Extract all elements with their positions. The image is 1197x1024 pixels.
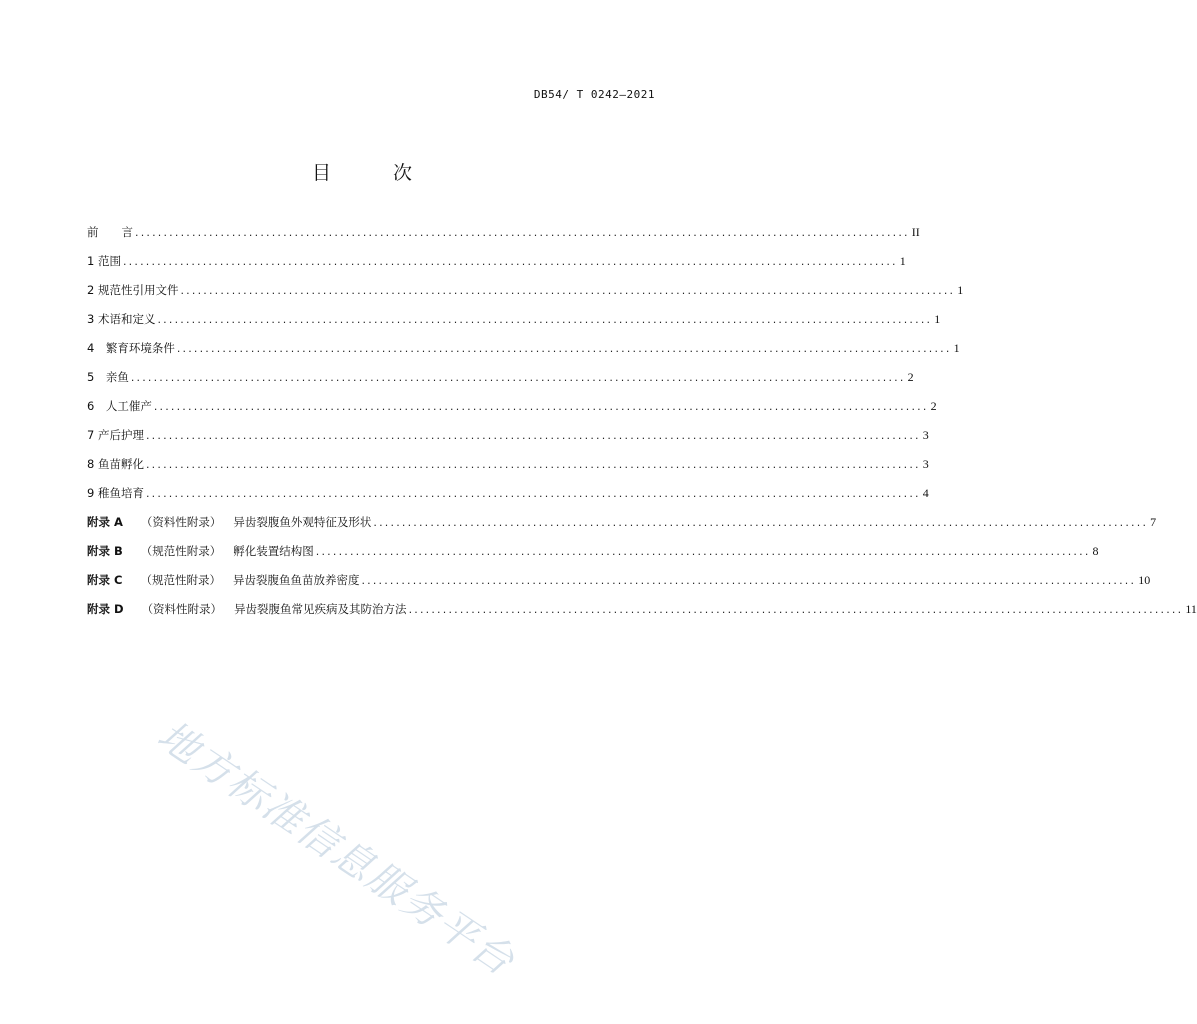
- toc-entry-label: 2 规范性引用文件: [87, 283, 179, 297]
- appendix-type: （规范性附录）: [140, 544, 222, 558]
- appendix-title: 异齿裂腹鱼外观特征及形状: [233, 515, 372, 529]
- leader-dots: ........................................................................................................................................: [135, 226, 910, 239]
- toc-page-number: 3: [922, 428, 929, 442]
- toc-entry-appendix-c[interactable]: [87, 572, 1151, 601]
- toc-entry-fry-hatching[interactable]: [87, 456, 929, 485]
- appendix-title: 异齿裂腹鱼常见疾病及其防治方法: [234, 602, 407, 616]
- toc-page-number: 1: [953, 341, 960, 355]
- leader-dots: ........................................................................................................................................: [122, 255, 898, 268]
- toc-entry-breeding-environment[interactable]: [87, 340, 960, 369]
- toc-page-number: 1: [934, 312, 941, 326]
- toc-entry-label: [87, 601, 407, 617]
- leader-dots: ........................................................................................................................................: [153, 400, 929, 413]
- leader-dots: ........................................................................................................................................: [408, 603, 1184, 616]
- leader-dots: ........................................................................................................................................: [180, 284, 956, 297]
- toc-entry-induced-spawning[interactable]: [87, 398, 937, 427]
- appendix-id: 附录 A: [87, 515, 123, 529]
- toc-page-number: 11: [1185, 602, 1197, 616]
- leader-dots: ........................................................................................................................................: [145, 487, 921, 500]
- toc-entry-appendix-b[interactable]: [87, 543, 1099, 572]
- toc-entry-postpartum-care[interactable]: [87, 427, 929, 456]
- toc-entry-label: 4 繁育环境条件: [87, 341, 175, 355]
- leader-dots: ........................................................................................................................................: [145, 429, 921, 442]
- leader-dots: ........................................................................................................................................: [361, 574, 1137, 587]
- toc-entry-label: [87, 514, 371, 530]
- toc-title: 目 次: [311, 162, 441, 184]
- appendix-type: （资料性附录）: [140, 515, 222, 529]
- appendix-id: 附录 B: [87, 544, 123, 558]
- toc-entry-juvenile-rearing[interactable]: [87, 485, 929, 514]
- appendix-type: （资料性附录）: [141, 602, 223, 616]
- standard-number: DB54/ T 0242—2021: [533, 88, 655, 101]
- toc-page-number: 1: [899, 254, 906, 268]
- leader-dots: ........................................................................................................................................: [373, 516, 1149, 529]
- toc-entry-label: 7 产后护理: [87, 428, 144, 442]
- appendix-title: 异齿裂腹鱼鱼苗放养密度: [232, 573, 360, 587]
- toc-entry-terms[interactable]: [87, 311, 941, 340]
- leader-dots: ........................................................................................................................................: [176, 342, 952, 355]
- appendix-id: 附录 C: [87, 573, 123, 587]
- toc-entry-label: 1 范围: [87, 254, 121, 268]
- table-of-contents: [87, 224, 1197, 630]
- toc-entry-label: 前 言: [87, 225, 133, 239]
- toc-entry-label: 5 亲鱼: [87, 370, 129, 384]
- toc-entry-label: [87, 543, 314, 559]
- toc-page-number: 10: [1138, 573, 1151, 587]
- toc-entry-label: [87, 572, 359, 588]
- appendix-id: 附录 D: [87, 602, 124, 616]
- leader-dots: ........................................................................................................................................: [157, 313, 933, 326]
- toc-page-number: 1: [957, 283, 964, 297]
- toc-entry-normative-references[interactable]: [87, 282, 964, 311]
- toc-entry-appendix-d[interactable]: [87, 601, 1197, 630]
- toc-page-number: 2: [907, 370, 914, 384]
- toc-page-number: 2: [930, 399, 937, 413]
- toc-entry-broodstock[interactable]: [87, 369, 914, 398]
- leader-dots: ........................................................................................................................................: [315, 545, 1091, 558]
- toc-entry-appendix-a[interactable]: [87, 514, 1157, 543]
- leader-dots: ........................................................................................................................................: [145, 458, 921, 471]
- toc-page-number: 8: [1092, 544, 1099, 558]
- toc-entry-scope[interactable]: [87, 253, 906, 282]
- toc-entry-foreword[interactable]: [87, 224, 920, 253]
- toc-entry-label: 6 人工催产: [87, 399, 152, 413]
- toc-page-number: 7: [1150, 515, 1157, 529]
- toc-page-number: II: [911, 225, 920, 239]
- toc-entry-label: 8 鱼苗孵化: [87, 457, 144, 471]
- toc-entry-label: 9 稚鱼培育: [87, 486, 144, 500]
- toc-entry-label: 3 术语和定义: [87, 312, 156, 326]
- appendix-type: （规范性附录）: [140, 573, 221, 587]
- leader-dots: ........................................................................................................................................: [130, 371, 906, 384]
- toc-page-number: 4: [922, 486, 929, 500]
- toc-page-number: 3: [922, 457, 929, 471]
- appendix-title: 孵化装置结构图: [233, 544, 314, 558]
- watermark: 地方标准信息服务平台: [149, 712, 524, 986]
